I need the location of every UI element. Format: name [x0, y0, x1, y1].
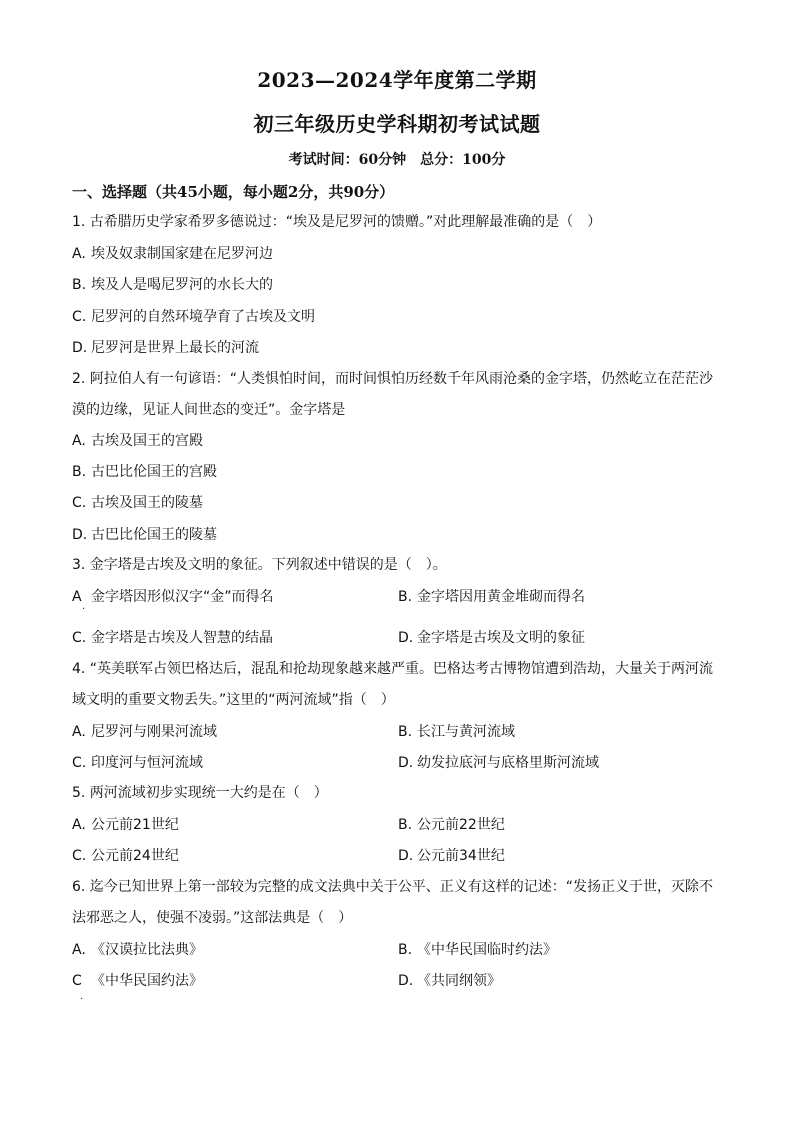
option-text: 金字塔因用黄金堆砌而得名: [417, 589, 585, 605]
option-text: 公元前22世纪: [417, 817, 505, 833]
question-5-option-a: [72, 815, 179, 835]
option-label: D.: [398, 973, 414, 989]
option-label: A.: [72, 246, 86, 262]
option-label: D.: [72, 527, 88, 543]
question-3-option-b: [398, 587, 585, 607]
option-label: B.: [398, 724, 413, 740]
exam-meta: 考试时间：60分钟 总分：100分: [288, 152, 506, 168]
option-text: 尼罗河的自然环境孕育了古埃及文明: [91, 309, 315, 325]
option-text: 古巴比伦国王的宫殿: [91, 464, 217, 480]
question-2-stem: 2. 阿拉伯人有一句谚语：“人类惧怕时间，而时间惧怕历经数千年风雨沧桑的金字塔，仍然屹立在茫茫沙漠的边缘，见证人间世态的变迁”。金字塔是: [72, 371, 714, 418]
option-label: C.: [72, 495, 87, 511]
option-text: 埃及人是喝尼罗河的水长大的: [91, 277, 273, 293]
question-4-option-d: [398, 753, 599, 773]
option-label: C.: [72, 848, 87, 864]
option-text: 古埃及国王的宫殿: [91, 433, 203, 449]
option-label: D.: [398, 630, 414, 646]
option-label: B.: [72, 464, 87, 480]
scan-dot-mark: ·: [82, 604, 86, 615]
scan-dot-mark: ·: [80, 994, 84, 1005]
option-text: 公元前34世纪: [417, 848, 505, 864]
option-label: A.: [72, 433, 86, 449]
option-text: 印度河与恒河流域: [91, 755, 203, 771]
question-5-option-b: [398, 815, 505, 835]
option-text: 金字塔是古埃及文明的象征: [417, 630, 585, 646]
option-text: 金字塔是古埃及人智慧的结晶: [91, 630, 273, 646]
question-6-option-d: [398, 971, 501, 991]
question-3-stem: 3. 金字塔是古埃及文明的象征。下列叙述中错误的是（ ）。: [72, 557, 447, 573]
option-text: 埃及奴隶制国家建在尼罗河边: [91, 246, 273, 262]
question-4-stem: 4. “英美联军占领巴格达后，混乱和抢劫现象越来越严重。巴格达考古博物馆遭到浩劫，大量关于两河流域文明的重要文物丢失。”这里的“两河流域”指（ ）: [72, 661, 714, 708]
question-4-option-b: [398, 722, 515, 742]
question-3-option-d: [398, 628, 585, 648]
question-4-option-a: [72, 722, 217, 742]
section-title: 一、选择题（共45小题，每小题2分，共90分）: [72, 183, 395, 201]
option-label: C.: [72, 630, 87, 646]
exam-title-subject: 初三年级历史学科期初考试试题: [253, 112, 541, 136]
option-label: B.: [398, 942, 413, 958]
question-3-option-c: [72, 628, 273, 648]
question-1-option-c: [72, 307, 315, 327]
option-text: 公元前24世纪: [91, 848, 179, 864]
question-2-option-b: [72, 462, 217, 482]
option-label: D.: [72, 340, 88, 356]
question-3-option-a: [72, 587, 274, 607]
option-text: 古巴比伦国王的陵墓: [91, 527, 217, 543]
question-5-stem: 5. 两河流域初步实现统一大约是在（ ）: [72, 785, 328, 801]
option-text: 《共同纲领》: [417, 973, 501, 989]
option-text: 《汉谟拉比法典》: [91, 942, 203, 958]
option-label: D.: [398, 848, 414, 864]
question-2-option-c: [72, 493, 203, 513]
question-2-option-d: [72, 525, 217, 545]
option-label: D.: [398, 755, 414, 771]
question-6-option-b: [398, 940, 557, 960]
question-2-option-a: [72, 431, 203, 451]
option-text: 《中华民国约法》: [91, 973, 203, 989]
option-text: 《中华民国临时约法》: [417, 942, 557, 958]
option-text: 古埃及国王的陵墓: [91, 495, 203, 511]
option-text: 尼罗河是世界上最长的河流: [91, 340, 259, 356]
question-1-stem: 1. 古希腊历史学家希罗多德说过：“埃及是尼罗河的馈赠。”对此理解最准确的是（ ）: [72, 214, 602, 230]
option-label: C.: [72, 309, 87, 325]
option-label: A: [72, 589, 82, 605]
exam-title-term: 2023—2024学年度第二学期: [257, 68, 537, 92]
question-1-option-a: [72, 244, 273, 264]
option-label: A.: [72, 817, 86, 833]
question-5-option-d: [398, 846, 505, 866]
question-6-option-a: [72, 940, 203, 960]
question-6-option-c: [72, 971, 203, 991]
option-label: B.: [398, 589, 413, 605]
option-label: C: [72, 973, 82, 989]
question-6-stem: 6. 迄今已知世界上第一部较为完整的成文法典中关于公平、正义有这样的记述：“发扬正义于世，灭除不法邪恶之人，使强不凌弱。”这部法典是（ ）: [72, 879, 714, 926]
question-1-option-d: [72, 338, 259, 358]
option-text: 公元前21世纪: [91, 817, 179, 833]
option-label: B.: [72, 277, 87, 293]
question-1-option-b: [72, 275, 273, 295]
option-label: A.: [72, 942, 86, 958]
option-text: 幼发拉底河与底格里斯河流域: [417, 755, 599, 771]
question-4-option-c: [72, 753, 203, 773]
option-label: C.: [72, 755, 87, 771]
question-5-option-c: [72, 846, 179, 866]
option-label: A.: [72, 724, 86, 740]
option-text: 长江与黄河流域: [417, 724, 515, 740]
option-text: 金字塔因形似汉字“金”而得名: [91, 589, 274, 605]
option-label: B.: [398, 817, 413, 833]
option-text: 尼罗河与刚果河流域: [91, 724, 217, 740]
